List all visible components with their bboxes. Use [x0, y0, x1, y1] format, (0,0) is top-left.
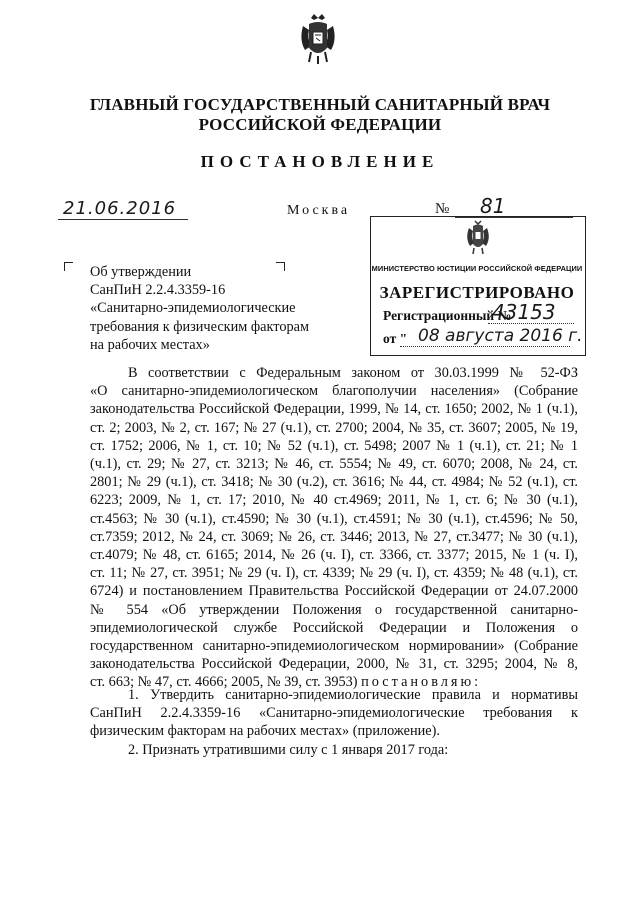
- text-line: ст.7359; 2012, № 24, ст. 3069; № 26, ст. 3446; 2013, № 27, ст.3477; № 30 (ч.1),: [90, 528, 578, 545]
- subject-line: «Санитарно-эпидемиологические: [90, 300, 296, 317]
- stamp-number-underline: [488, 323, 574, 324]
- text-line: законодательства Российской Федерации, 1999, № 14, ст. 1650; 2002, № 1 (ч.1),: [90, 401, 578, 418]
- document-date: 21.06.2016: [63, 198, 177, 219]
- decree-word: постановляю:: [361, 674, 482, 691]
- item-1-paragraph: [90, 686, 578, 741]
- subject-block: [90, 263, 360, 354]
- subject-line: СанПиН 2.2.4.3359-16: [90, 282, 226, 299]
- subject-line: Об утверждении: [90, 264, 192, 280]
- preamble-paragraph: [90, 364, 578, 692]
- document-city: Москва: [287, 203, 351, 218]
- stamp-date-underline: [400, 346, 570, 347]
- text-line: 2801; № 29 (ч.1), ст. 3418; № 30 (ч.2), ст. 3616; № 44, ст. 4984; № 52 (ч.1), ст.: [90, 474, 578, 491]
- text-line: 1. Утвердить санитарно-эпидемиологические правила и нормативы: [128, 687, 578, 703]
- authority-title-line2: РОССИЙСКОЙ ФЕДЕРАЦИИ: [198, 115, 442, 134]
- stamp-date-prefix: от ": [383, 331, 408, 346]
- authority-title-line1: ГЛАВНЫЙ ГОСУДАРСТВЕННЫЙ САНИТАРНЫЙ ВРАЧ: [89, 95, 551, 114]
- text-line: (ч.1), ст. 29; № 27, ст. 3213; № 46, ст. 5554; № 49, ст. 6070; 2008, № 24, ст.: [90, 456, 578, 473]
- stamp-emblem-icon: [463, 220, 493, 256]
- text-line: ст. 1752; 2006, № 1, ст. 10; № 52 (ч.1), ст. 5498; 2007 № 1 (ч.1), ст. 21; № 1: [90, 437, 578, 454]
- stamp-reg-number: 43153: [492, 300, 556, 324]
- text-line: ст. 11; № 27, ст. 3951; № 29 (ч. I), ст. 4339; № 29 (ч. I), ст. 4359; № 48 (ч.1), ст.: [90, 565, 578, 582]
- stamp-ministry-name: МИНИСТЕРСТВО ЮСТИЦИИ РОССИЙСКОЙ ФЕДЕРАЦИИ: [371, 264, 583, 273]
- text-line-end: ст. 663; № 47, ст. 4666; 2005, № 39, ст. 3953): [90, 674, 358, 691]
- text-line: ст. 2; 2003, № 2, ст. 167; № 27 (ч.1), ст. 2700; 2004, № 35, ст. 3607; 2005, № 19,: [90, 419, 578, 436]
- subject-bracket-left: [64, 262, 73, 271]
- text-line: 6223; 2009, № 1, ст. 17; 2010, № 40 ст.4969; 2011, № 1, ст. 6; № 30 (ч.1),: [90, 492, 578, 509]
- subject-line: на рабочих местах»: [90, 336, 210, 353]
- number-label: №: [435, 201, 450, 217]
- date-underline: [58, 219, 188, 220]
- text-line: государственном санитарно-эпидемиологическом нормировании» (Собрание: [90, 638, 578, 655]
- stamp-registered: ЗАРЕГИСТРИРОВАНО: [379, 283, 575, 302]
- text-line: ст.4079; № 48, ст. 6165; 2014, № 26 (ч. I), ст. 3366, ст. 3377; 2015, № 1 (ч. I),: [90, 547, 578, 564]
- text-line: № 554 «Об утверждении Положения о государственной санитарно-: [90, 601, 578, 618]
- stamp-reg-number-label: Регистрационный №: [383, 308, 512, 323]
- state-emblem-icon: [295, 12, 341, 68]
- document-number: 81: [480, 194, 506, 218]
- text-line: В соответствии с Федеральным законом от 30.03.1999 № 52-ФЗ: [128, 365, 578, 381]
- text-line: 2. Признать утратившими силу с 1 января 2017 года:: [128, 742, 449, 758]
- stamp-date: 08 августа 2016 г.: [418, 326, 583, 346]
- text-line: эпидемиологической службе Российской Федерации и Положения о: [90, 619, 578, 636]
- text-line: «О санитарно-эпидемиологическом благополучии населения» (Собрание: [90, 383, 578, 400]
- text-line: физическим факторам на рабочих местах» (приложение).: [90, 723, 440, 740]
- text-line: 6724) и постановлением Правительства Российской Федерации от 24.07.2000: [90, 583, 578, 600]
- text-line: ст.4563; № 30 (ч.1), ст.4590; № 30 (ч.1), ст.4591; № 30 (ч.1), ст.4596; № 50,: [90, 510, 578, 527]
- item-2-paragraph: [90, 741, 578, 759]
- text-line: законодательства Российской Федерации, 2000, № 31, ст. 3295; 2004, № 8,: [90, 656, 578, 673]
- subject-line: требования к физическим факторам: [90, 318, 310, 335]
- document-type-title: ПОСТАНОВЛЕНИЕ: [200, 152, 440, 171]
- text-line: СанПиН 2.2.4.3359-16 «Санитарно-эпидемиологические требования к: [90, 705, 578, 722]
